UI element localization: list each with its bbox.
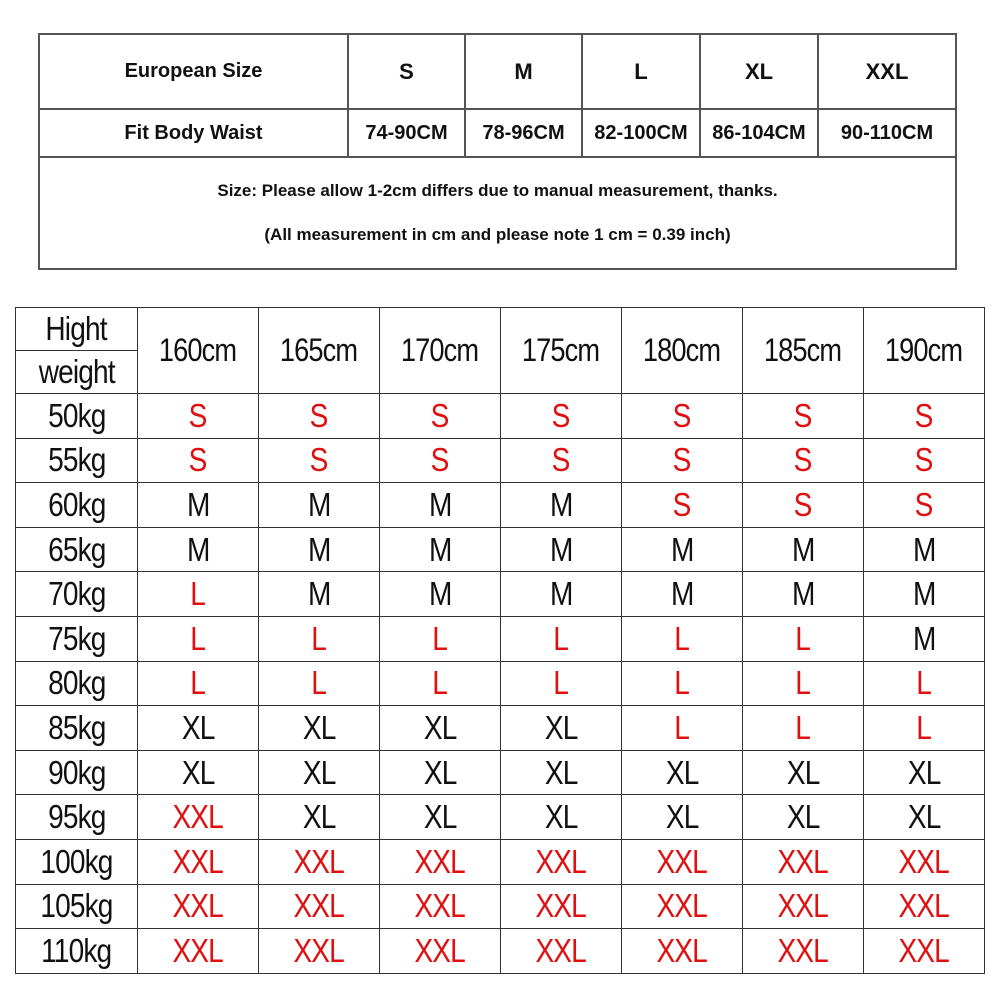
- weight-value: 60kg: [16, 483, 138, 528]
- waist-value: 78-96CM: [465, 109, 582, 157]
- size-cell: M: [864, 616, 985, 661]
- size-cell: L: [864, 661, 985, 706]
- height-header: 185cm: [743, 308, 864, 394]
- size-cell: L: [622, 706, 743, 751]
- european-size-table: [38, 33, 957, 270]
- size-cell: L: [622, 661, 743, 706]
- table-row: [16, 929, 985, 974]
- size-cell: L: [743, 661, 864, 706]
- size-cell: M: [501, 483, 622, 528]
- size-cell: M: [138, 483, 259, 528]
- size-cell: XL: [622, 795, 743, 840]
- size-cell: XXL: [864, 884, 985, 929]
- size-cell: XXL: [138, 929, 259, 974]
- size-cell: XXL: [501, 839, 622, 884]
- size-cell: XL: [501, 795, 622, 840]
- size-cell: S: [743, 438, 864, 483]
- size-cell: L: [138, 572, 259, 617]
- size-cell: XXL: [864, 839, 985, 884]
- size-cell: XL: [743, 750, 864, 795]
- size-cell: L: [501, 661, 622, 706]
- size-cell: S: [622, 483, 743, 528]
- table-row: [16, 394, 985, 439]
- size-cell: XL: [864, 795, 985, 840]
- size-cell: L: [138, 661, 259, 706]
- table-row: [16, 884, 985, 929]
- size-cell: L: [622, 616, 743, 661]
- waist-value: 86-104CM: [700, 109, 818, 157]
- height-header: 190cm: [864, 308, 985, 394]
- height-header: 180cm: [622, 308, 743, 394]
- weight-value: 75kg: [16, 616, 138, 661]
- size-cell: XXL: [259, 839, 380, 884]
- waist-value: 90-110CM: [818, 109, 956, 157]
- size-header: L: [582, 34, 700, 109]
- table-row: [16, 750, 985, 795]
- table-row: [16, 706, 985, 751]
- waist-value: 82-100CM: [582, 109, 700, 157]
- size-cell: M: [743, 527, 864, 572]
- weight-value: 95kg: [16, 795, 138, 840]
- size-cell: XXL: [501, 884, 622, 929]
- weight-value: 80kg: [16, 661, 138, 706]
- size-cell: S: [138, 394, 259, 439]
- table-row: [16, 438, 985, 483]
- size-cell: XXL: [380, 929, 501, 974]
- size-cell: S: [380, 438, 501, 483]
- weight-value: 90kg: [16, 750, 138, 795]
- size-cell: S: [259, 438, 380, 483]
- size-cell: XXL: [864, 929, 985, 974]
- size-cell: XL: [501, 750, 622, 795]
- size-cell: S: [864, 394, 985, 439]
- size-header: M: [465, 34, 582, 109]
- size-cell: S: [864, 438, 985, 483]
- european-size-label: European Size: [39, 34, 348, 109]
- weight-label: weight: [16, 351, 138, 394]
- size-cell: XL: [380, 706, 501, 751]
- height-label: Hight: [16, 308, 138, 351]
- size-cell: XL: [501, 706, 622, 751]
- size-cell: XXL: [259, 884, 380, 929]
- size-cell: M: [622, 527, 743, 572]
- size-cell: XL: [864, 750, 985, 795]
- table-row: [16, 616, 985, 661]
- size-cell: L: [743, 616, 864, 661]
- weight-value: 65kg: [16, 527, 138, 572]
- size-cell: S: [622, 394, 743, 439]
- weight-value: 110kg: [16, 929, 138, 974]
- note-line-1: Size: Please allow 1-2cm differs due to manual measurement, thanks.: [217, 181, 778, 200]
- size-cell: M: [501, 572, 622, 617]
- height-header: 170cm: [380, 308, 501, 394]
- size-cell: L: [380, 616, 501, 661]
- size-cell: L: [743, 706, 864, 751]
- size-cell: XL: [743, 795, 864, 840]
- size-cell: S: [380, 394, 501, 439]
- size-cell: M: [864, 572, 985, 617]
- size-cell: XL: [138, 706, 259, 751]
- table-row: [16, 572, 985, 617]
- size-cell: S: [501, 438, 622, 483]
- size-cell: XL: [259, 795, 380, 840]
- size-cell: M: [622, 572, 743, 617]
- size-cell: L: [380, 661, 501, 706]
- size-cell: XXL: [622, 929, 743, 974]
- size-cell: M: [380, 527, 501, 572]
- size-cell: M: [138, 527, 259, 572]
- size-cell: XXL: [622, 884, 743, 929]
- size-cell: S: [259, 394, 380, 439]
- note-line-2: (All measurement in cm and please note 1 cm = 0.39 inch): [264, 225, 731, 244]
- size-cell: XXL: [138, 839, 259, 884]
- size-chart-table: [15, 307, 985, 974]
- size-cell: XL: [259, 706, 380, 751]
- table-row: [16, 795, 985, 840]
- size-cell: M: [743, 572, 864, 617]
- size-header: S: [348, 34, 465, 109]
- height-header: 160cm: [138, 308, 259, 394]
- weight-value: 70kg: [16, 572, 138, 617]
- size-cell: S: [622, 438, 743, 483]
- table-row: [16, 527, 985, 572]
- size-cell: S: [743, 483, 864, 528]
- size-cell: L: [501, 616, 622, 661]
- size-cell: XXL: [501, 929, 622, 974]
- size-cell: XL: [380, 750, 501, 795]
- size-cell: S: [743, 394, 864, 439]
- size-cell: M: [864, 527, 985, 572]
- size-cell: L: [138, 616, 259, 661]
- size-cell: XXL: [259, 929, 380, 974]
- size-cell: S: [864, 483, 985, 528]
- weight-value: 85kg: [16, 706, 138, 751]
- size-cell: M: [259, 483, 380, 528]
- fit-body-waist-label: Fit Body Waist: [39, 109, 348, 157]
- size-cell: XL: [138, 750, 259, 795]
- size-cell: XXL: [380, 884, 501, 929]
- size-header: XXL: [818, 34, 956, 109]
- size-cell: S: [501, 394, 622, 439]
- weight-value: 105kg: [16, 884, 138, 929]
- table-row: [16, 661, 985, 706]
- size-cell: M: [259, 572, 380, 617]
- size-cell: M: [501, 527, 622, 572]
- weight-value: 55kg: [16, 438, 138, 483]
- size-cell: XL: [259, 750, 380, 795]
- size-cell: L: [259, 661, 380, 706]
- size-cell: S: [138, 438, 259, 483]
- size-cell: XXL: [743, 884, 864, 929]
- size-cell: XXL: [380, 839, 501, 884]
- waist-value: 74-90CM: [348, 109, 465, 157]
- size-cell: M: [380, 572, 501, 617]
- height-header: 175cm: [501, 308, 622, 394]
- measurement-note: [39, 157, 956, 269]
- height-header: 165cm: [259, 308, 380, 394]
- weight-value: 100kg: [16, 839, 138, 884]
- table-row: [16, 483, 985, 528]
- size-cell: XL: [622, 750, 743, 795]
- weight-value: 50kg: [16, 394, 138, 439]
- size-cell: XXL: [743, 839, 864, 884]
- size-cell: M: [380, 483, 501, 528]
- table-row: [16, 839, 985, 884]
- size-cell: L: [259, 616, 380, 661]
- size-header: XL: [700, 34, 818, 109]
- size-cell: M: [259, 527, 380, 572]
- size-cell: L: [864, 706, 985, 751]
- size-cell: XXL: [138, 795, 259, 840]
- size-cell: XXL: [138, 884, 259, 929]
- size-cell: XL: [380, 795, 501, 840]
- size-cell: XXL: [743, 929, 864, 974]
- size-cell: XXL: [622, 839, 743, 884]
